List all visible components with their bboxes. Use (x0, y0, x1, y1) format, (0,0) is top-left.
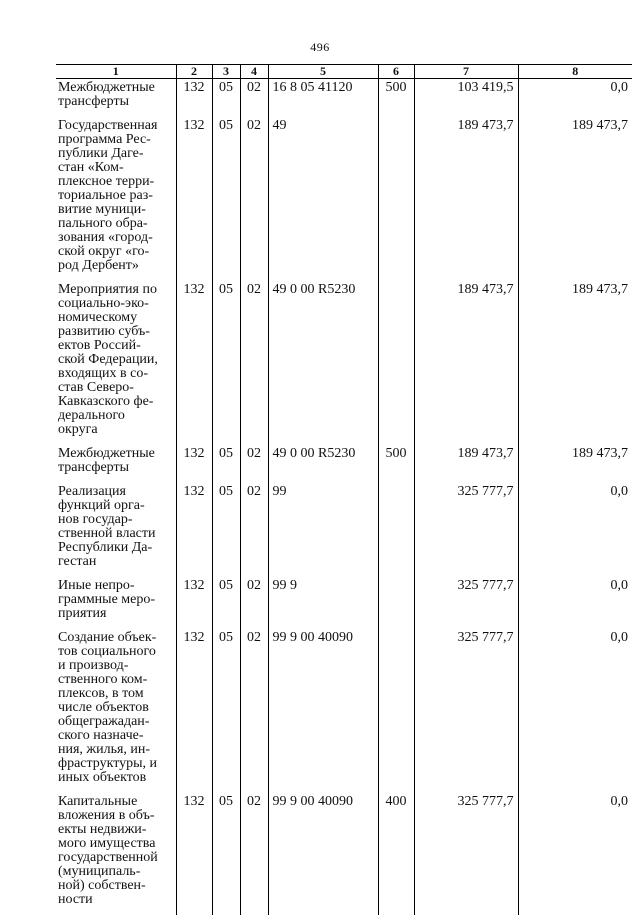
header-row (56, 65, 632, 79)
row-subsection: 02 (240, 445, 268, 483)
row-extra-amount: 0,0 (518, 577, 632, 629)
row-extra-amount: 189 473,7 (518, 281, 632, 445)
table-row (56, 117, 632, 281)
row-expense-type (378, 117, 414, 281)
row-target-code: 99 9 00 40090 (268, 629, 378, 793)
row-section: 05 (212, 281, 240, 445)
header-col-8: 8 (518, 65, 632, 79)
row-expense-type (378, 281, 414, 445)
row-ministry-code: 132 (176, 445, 212, 483)
header-col-6: 6 (378, 65, 414, 79)
row-name: Капитальные вложения в объ- екты недвижи- мого имущества государственной (муниципаль- ной) собствен- ности (58, 794, 158, 907)
row-ministry-code: 132 (176, 629, 212, 793)
row-subsection: 02 (240, 79, 268, 118)
row-extra-amount: 0,0 (518, 793, 632, 915)
row-amount: 103 419,5 (414, 79, 518, 118)
header-col-3: 3 (212, 65, 240, 79)
row-extra-amount: 0,0 (518, 629, 632, 793)
row-amount: 325 777,7 (414, 577, 518, 629)
row-section: 05 (212, 445, 240, 483)
table-row (56, 629, 632, 793)
table-row (56, 445, 632, 483)
row-name: Иные непро- граммные меро- приятия (58, 578, 156, 621)
row-expense-type (378, 577, 414, 629)
table-row (56, 577, 632, 629)
row-section: 05 (212, 79, 240, 118)
header-col-2: 2 (176, 65, 212, 79)
row-ministry-code: 132 (176, 281, 212, 445)
row-section: 05 (212, 117, 240, 281)
row-target-code: 99 9 (268, 577, 378, 629)
row-extra-amount: 0,0 (518, 483, 632, 577)
table-row (56, 793, 632, 915)
row-expense-type (378, 483, 414, 577)
row-extra-amount: 189 473,7 (518, 445, 632, 483)
row-name: Реализация функций орга- нов государ- ственной власти Республики Да- гестан (58, 484, 156, 569)
row-expense-type: 500 (378, 79, 414, 118)
row-ministry-code: 132 (176, 577, 212, 629)
budget-table (56, 64, 632, 915)
row-section: 05 (212, 793, 240, 915)
row-target-code: 49 0 00 R5230 (268, 281, 378, 445)
row-target-code: 16 8 05 41120 (268, 79, 378, 118)
row-expense-type: 500 (378, 445, 414, 483)
row-subsection: 02 (240, 577, 268, 629)
row-extra-amount: 0,0 (518, 79, 632, 118)
row-subsection: 02 (240, 483, 268, 577)
page-number: 496 (310, 40, 330, 54)
row-section: 05 (212, 483, 240, 577)
row-section: 05 (212, 629, 240, 793)
row-subsection: 02 (240, 117, 268, 281)
row-target-code: 49 0 00 R5230 (268, 445, 378, 483)
row-subsection: 02 (240, 793, 268, 915)
header-col-4: 4 (240, 65, 268, 79)
row-name: Мероприятия по социально-эко- номическому развитию субъ- ектов Россий- ской Федерации, входящих в со- став Северо- Кавказского фе- дерального округа (58, 282, 158, 437)
row-target-code: 99 (268, 483, 378, 577)
row-amount: 325 777,7 (414, 629, 518, 793)
row-section: 05 (212, 577, 240, 629)
row-name: Межбюджетные трансферты (58, 80, 155, 109)
row-name: Государственная программа Рес- публики Даге- стан «Ком- плексное терри- ториальное раз- витие муници- пального обра- зования «город- ской округ «го- род Дербент» (58, 118, 158, 273)
row-extra-amount: 189 473,7 (518, 117, 632, 281)
header-col-7: 7 (414, 65, 518, 79)
row-subsection: 02 (240, 281, 268, 445)
row-target-code: 99 9 00 40090 (268, 793, 378, 915)
row-target-code: 49 (268, 117, 378, 281)
row-expense-type (378, 629, 414, 793)
row-ministry-code: 132 (176, 483, 212, 577)
row-name: Межбюджетные трансферты (58, 446, 155, 475)
row-ministry-code: 132 (176, 79, 212, 118)
row-subsection: 02 (240, 629, 268, 793)
row-amount: 325 777,7 (414, 793, 518, 915)
table-row (56, 281, 632, 445)
row-name: Создание объек- тов социального и производ- ственного ком- плексов, в том числе объектов общегражадан- ского назначе- ния, жилья, ин- фраструктуры, и иных объектов (58, 630, 158, 785)
header-col-5: 5 (268, 65, 378, 79)
table-row (56, 79, 632, 118)
table-row (56, 483, 632, 577)
row-expense-type: 400 (378, 793, 414, 915)
header-col-1: 1 (56, 65, 176, 79)
row-amount: 325 777,7 (414, 483, 518, 577)
row-amount: 189 473,7 (414, 445, 518, 483)
row-ministry-code: 132 (176, 117, 212, 281)
row-amount: 189 473,7 (414, 281, 518, 445)
row-ministry-code: 132 (176, 793, 212, 915)
row-amount: 189 473,7 (414, 117, 518, 281)
